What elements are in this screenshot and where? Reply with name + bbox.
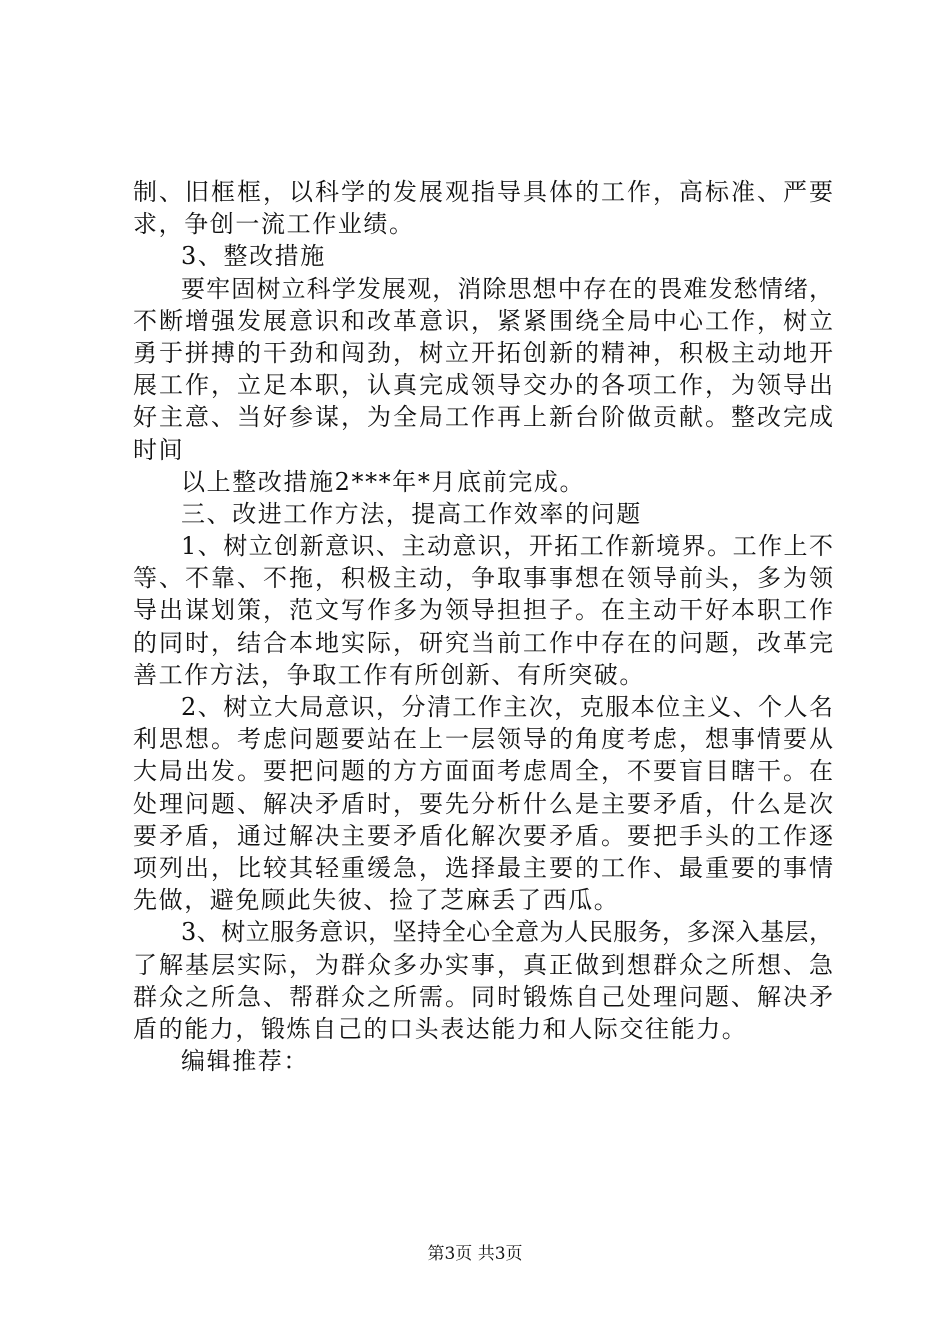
section-heading: 三、改进工作方法，提高工作效率的问题 — [181, 499, 642, 528]
section-heading: 3、整改措施 — [181, 242, 326, 271]
text-line: 求，争创一流工作业绩。 — [133, 210, 415, 239]
document-body — [133, 176, 833, 1077]
text-line: 时间 — [133, 435, 185, 464]
text-line: 以上整改措施2***年*月底前完成。 — [181, 467, 586, 496]
text-line: 等、不靠、不拖，积极主动，争取事事想在领导前头，多为领 — [133, 564, 833, 593]
text-line: 1、树立创新意识、主动意识，开拓工作新境界。工作上不 — [181, 532, 833, 561]
text-line: 先做，避免顾此失彼、捡了芝麻丢了西瓜。 — [133, 886, 620, 915]
text-line: 展工作，立足本职，认真完成领导交办的各项工作，为领导出 — [133, 371, 833, 400]
text-line: 要矛盾，通过解决主要矛盾化解次要矛盾。要把手头的工作逐 — [133, 821, 833, 850]
text-line: 制、旧框框，以科学的发展观指导具体的工作，高标准、严要 — [133, 178, 833, 206]
page-number-footer: 第3页 共3页 — [427, 1244, 523, 1264]
text-line: 要牢固树立科学发展观，消除思想中存在的畏难发愁情绪， — [181, 274, 833, 303]
text-line: 导出谋划策，范文写作多为领导担担子。在主动干好本职工作 — [133, 596, 833, 625]
text-line: 勇于拼搏的干劲和闯劲，树立开拓创新的精神，积极主动地开 — [133, 338, 833, 367]
text-line: 善工作方法，争取工作有所创新、有所突破。 — [133, 660, 645, 689]
text-line: 编辑推荐： — [181, 1047, 309, 1076]
text-line: 不断增强发展意识和改革意识，紧紧围绕全局中心工作，树立 — [133, 306, 833, 335]
text-line: 处理问题、解决矛盾时，要先分析什么是主要矛盾，什么是次 — [133, 789, 833, 818]
text-line: 好主意、当好参谋，为全局工作再上新台阶做贡献。整改完成 — [133, 403, 833, 432]
text-line: 利思想。考虑问题要站在上一层领导的角度考虑，想事情要从 — [133, 725, 833, 754]
text-line: 的同时，结合本地实际，研究当前工作中存在的问题，改革完 — [133, 628, 833, 657]
text-line: 大局出发。要把问题的方方面面考虑周全，不要盲目瞎干。在 — [133, 757, 833, 786]
text-line: 群众之所急、帮群众之所需。同时锻炼自己处理问题、解决矛 — [133, 982, 833, 1011]
text-line: 3、树立服务意识，坚持全心全意为人民服务，多深入基层， — [181, 918, 833, 947]
text-line: 2、树立大局意识，分清工作主次，克服本位主义、个人名 — [181, 693, 833, 721]
text-line: 项列出，比较其轻重缓急，选择最主要的工作、最重要的事情 — [133, 853, 833, 882]
text-line: 了解基层实际，为群众多办实事，真正做到想群众之所想、急 — [133, 950, 833, 979]
text-line: 盾的能力，锻炼自己的口头表达能力和人际交往能力。 — [133, 1014, 748, 1043]
